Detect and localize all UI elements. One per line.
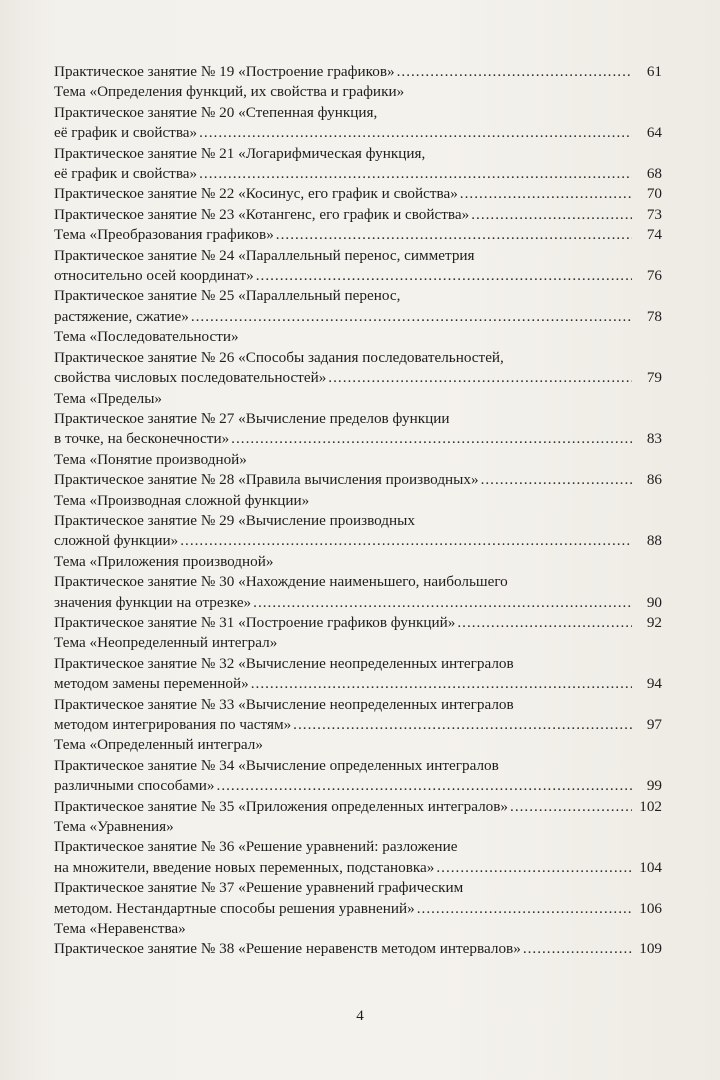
toc-line [54,531,666,551]
toc-line: Практическое занятие № 33 «Вычисление неопределенных интегралов [54,695,514,713]
dot-leader [460,184,632,204]
toc-entry-text: Практическое занятие № 35 «Приложения определенных интегралов» [54,797,509,815]
toc-line [54,307,666,327]
toc-line [54,225,666,245]
toc-line: Практическое занятие № 26 «Способы задания последовательностей, [54,348,504,366]
dot-leader [199,123,632,143]
dot-leader [510,797,632,817]
dot-leader [417,899,632,919]
toc-page-number: 94 [646,675,662,693]
dot-leader [217,776,632,796]
toc-line: Практическое занятие № 37 «Решение уравнений графическим [54,879,464,897]
toc-page-number: 104 [639,858,662,876]
dot-leader [180,531,632,551]
toc-entry-text: методом замены переменной» [54,675,249,693]
toc-entry-text: методом. Нестандартные способы решения уравнений» [54,899,415,917]
toc-page-number: 74 [646,226,662,244]
toc-entry-text: Практическое занятие № 31 «Построение графиков функций» [54,613,456,631]
toc-page-number: 90 [646,593,662,611]
toc-line [54,184,666,204]
toc-line [54,470,666,490]
toc-line: Тема «Приложения производной» [54,552,274,570]
toc-line: Практическое занятие № 25 «Параллельный перенос, [54,287,401,305]
dot-leader [251,674,632,694]
toc-line [54,797,666,817]
toc-page-number: 109 [639,940,662,958]
dot-leader [436,858,632,878]
toc-line [54,205,666,225]
toc-line [54,858,666,878]
toc-line: Практическое занятие № 36 «Решение уравнений: разложение [54,838,458,856]
toc-entry-text: на множители, введение новых переменных, подстановка» [54,858,435,876]
toc-entry-text: Практическое занятие № 23 «Котангенс, его график и свойства» [54,205,470,223]
toc-line: Практическое занятие № 34 «Вычисление определенных интегралов [54,756,499,774]
dot-leader [523,939,632,959]
dot-leader [191,307,632,327]
toc-entry-text: методом интегрирования по частям» [54,716,292,733]
toc-page-number: 92 [646,613,662,631]
dot-leader [457,613,632,633]
toc-entry-text: Практическое занятие № 38 «Решение неравенств методом интервалов» [54,940,521,958]
toc-page-number: 68 [646,165,662,183]
dot-leader [293,715,632,735]
toc-page-number: 76 [646,267,662,285]
toc-line: Тема «Неравенства» [54,920,186,938]
dot-leader [328,368,632,388]
toc-entry-text: различными способами» [54,777,215,795]
toc-line [54,613,666,633]
toc-entry-text: Практическое занятие № 28 «Правила вычисления производных» [54,471,479,489]
toc-line [54,715,666,735]
toc-page-number: 78 [646,307,662,325]
dot-leader [471,205,632,225]
toc-line [54,899,666,919]
toc-page-number: 97 [646,716,662,733]
toc-page-number: 106 [639,899,662,917]
toc-line: Тема «Уравнения» [54,818,174,836]
toc-entry-text: Практическое занятие № 19 «Построение графиков» [54,63,395,80]
toc-entry-text: сложной функции» [54,532,179,550]
dot-leader [481,470,632,490]
toc-line: Практическое занятие № 30 «Нахождение наименьшего, наибольшего [54,573,508,591]
toc-page-number: 79 [646,369,662,387]
toc-line: Тема «Неопределенный интеграл» [54,634,278,652]
toc-page-number: 73 [646,205,662,223]
toc-line [54,62,666,82]
toc-line [54,368,666,388]
toc-entry-text: Тема «Преобразования графиков» [54,226,274,244]
toc-line: Тема «Определенный интеграл» [54,736,263,754]
toc-line [54,939,666,959]
toc-line: Тема «Последовательности» [54,328,239,346]
toc-line: Практическое занятие № 27 «Вычисление пределов функции [54,409,450,427]
toc-line: Тема «Определения функций, их свойства и графики» [54,83,405,101]
toc-page-number: 61 [646,63,662,80]
toc-entry-text: значения функции на отрезке» [54,593,252,611]
dot-leader [276,225,632,245]
page-number: 4 [356,1008,364,1024]
dot-leader [397,62,632,82]
toc-page-number: 83 [646,430,662,448]
toc-line [54,593,666,613]
dot-leader [231,429,632,449]
toc-line: Практическое занятие № 24 «Параллельный перенос, симметрия [54,246,475,264]
toc-line [54,674,666,694]
toc-line: Тема «Производная сложной функции» [54,491,310,509]
toc-line: Практическое занятие № 29 «Вычисление производных [54,511,415,529]
toc-line [54,164,666,184]
toc-page-number: 88 [646,532,662,550]
toc-entry-text: относительно осей координат» [54,267,254,285]
toc-entry-text: Практическое занятие № 22 «Косинус, его график и свойства» [54,185,458,203]
toc-page-number: 102 [639,797,662,815]
toc-line: Практическое занятие № 32 «Вычисление неопределенных интегралов [54,654,514,672]
toc-entry-text: её график и свойства» [54,165,198,183]
toc-entry-text: растяжение, сжатие» [54,307,189,325]
toc-entry-text: свойства числовых последовательностей» [54,369,327,387]
table-of-contents [54,62,666,960]
toc-page-number: 86 [646,471,662,489]
toc-line: Практическое занятие № 21 «Логарифмическая функция, [54,144,426,162]
toc-line [54,123,666,143]
dot-leader [256,266,632,286]
dot-leader [199,164,632,184]
toc-page-number: 70 [646,185,662,203]
toc-entry-text: в точке, на бесконечности» [54,430,230,448]
toc-page-number: 99 [646,777,662,795]
toc-line [54,776,666,796]
toc-line [54,429,666,449]
toc-entry-text: её график и свойства» [54,124,198,142]
toc-line: Тема «Понятие производной» [54,450,247,468]
toc-line [54,266,666,286]
toc-page-number: 64 [646,124,662,142]
toc-line: Практическое занятие № 20 «Степенная функция, [54,103,378,121]
toc-line: Тема «Пределы» [54,389,163,407]
dot-leader [253,593,632,613]
